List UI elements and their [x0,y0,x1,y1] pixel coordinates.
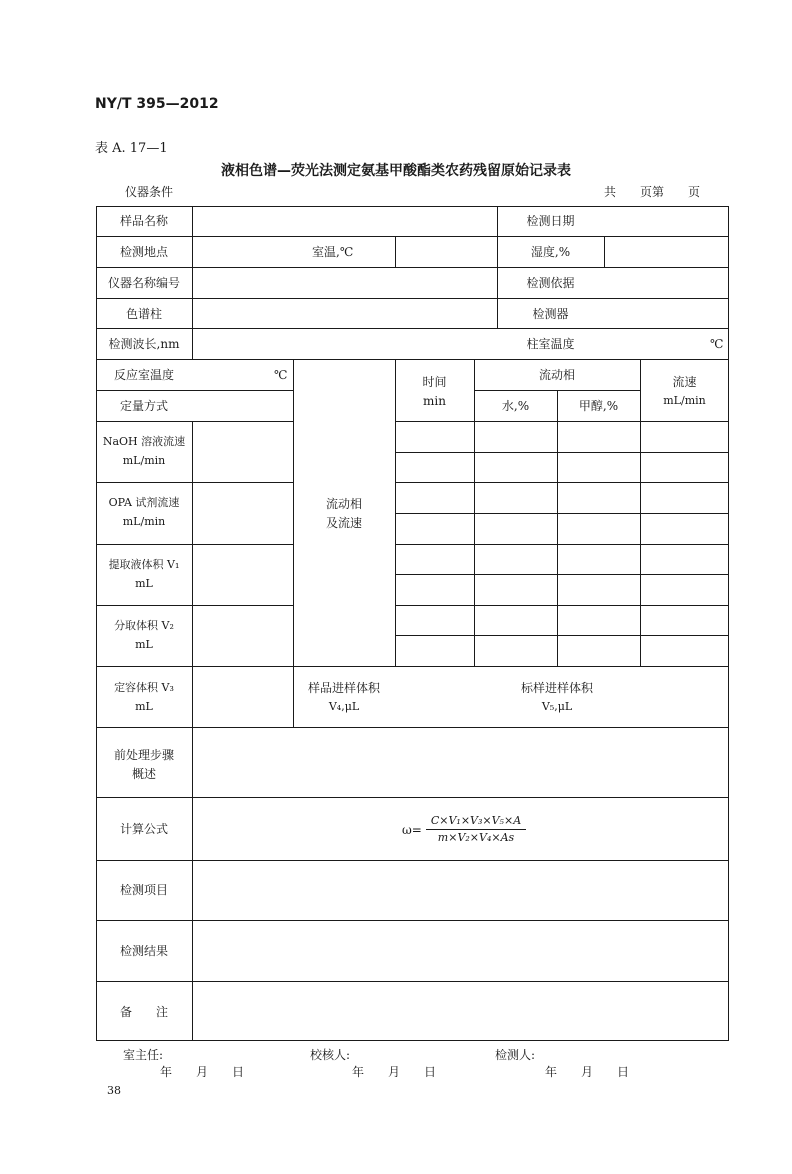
tester-signature-label: 检测人: [495,1048,536,1062]
test-basis-label: 检测依据 [526,276,575,290]
flow-rate-label: 流速 [672,375,697,389]
formula-lhs: ω= [402,823,422,837]
aliquot-volume-label: 分取体积 V₂ [114,619,174,632]
form-title: 液相色谱—荧光法测定氨基甲酸酯类农药残留原始记录表 [221,163,571,179]
wavelength-label: 检测波长,nm [108,337,180,351]
reactor-temp-label: 反应室温度 [113,368,174,382]
sample-injection-label: 样品进样体积 [307,681,380,695]
test-items-label: 检测项目 [119,883,168,897]
reactor-temp-unit: ℃ [274,368,288,382]
mobile-phase-flow-label-2: 及流速 [325,516,362,530]
instrument-conditions-label: 仪器条件 [125,185,174,199]
methanol-label: 甲醇,% [578,399,619,413]
column-label: 色谱柱 [125,307,162,321]
table-number: 表 A. 17—1 [95,141,168,156]
naoh-flow-unit: mL/min [122,454,166,467]
test-results-label: 检测结果 [119,944,168,958]
humidity-label: 湿度,% [530,245,571,259]
column-temp-label: 柱室温度 [526,337,575,351]
pagination: 共 页第 页 [604,185,701,199]
page-number: 38 [107,1084,121,1097]
detector-label: 检测器 [532,307,569,321]
reviewer-signature-label: 校核人: [310,1048,351,1062]
water-label: 水,% [501,399,530,413]
tester-date: 年 月 日 [545,1065,630,1079]
formula-denominator: m×V₂×V₄×As [437,831,515,844]
formula-label: 计算公式 [119,822,168,836]
supervisor-date: 年 月 日 [160,1065,245,1079]
test-location-label: 检测地点 [119,245,168,259]
extract-volume-unit: mL [135,577,153,590]
sample-name-label: 样品名称 [119,214,168,228]
final-volume-label: 定容体积 V₃ [114,681,174,694]
naoh-flow-label: NaOH 溶液流速 [102,435,186,448]
supervisor-signature-label: 室主任: [123,1048,164,1062]
formula-numerator: C×V₁×V₃×V₅×A [430,814,522,827]
flow-rate-unit: mL/min [663,394,706,407]
reviewer-date: 年 月 日 [352,1065,437,1079]
aliquot-volume-unit: mL [135,638,153,651]
standard-injection-label: 标样进样体积 [520,681,593,695]
pretreatment-label-2: 概述 [131,767,156,781]
remarks-label: 备 注 [119,1005,168,1019]
column-temp-unit: ℃ [710,337,724,351]
mobile-phase-label: 流动相 [538,368,575,382]
quant-method-label: 定量方式 [119,399,168,413]
sample-injection-unit: V₄,μL [328,700,360,713]
time-unit: min [423,394,446,408]
room-temp-label: 室温,℃ [312,245,354,259]
opa-flow-label: OPA 试剂流速 [108,496,180,509]
standard-injection-unit: V₅,μL [541,700,573,713]
instrument-name-label: 仪器名称编号 [107,276,180,290]
final-volume-unit: mL [135,700,153,713]
test-date-label: 检测日期 [526,214,575,228]
mobile-phase-flow-label: 流动相 [325,497,362,511]
standard-code: NY/T 395—2012 [95,96,219,112]
extract-volume-label: 提取液体积 V₁ [108,558,180,571]
pretreatment-label: 前处理步骤 [113,748,174,762]
opa-flow-unit: mL/min [122,515,166,528]
time-label: 时间 [422,375,447,389]
